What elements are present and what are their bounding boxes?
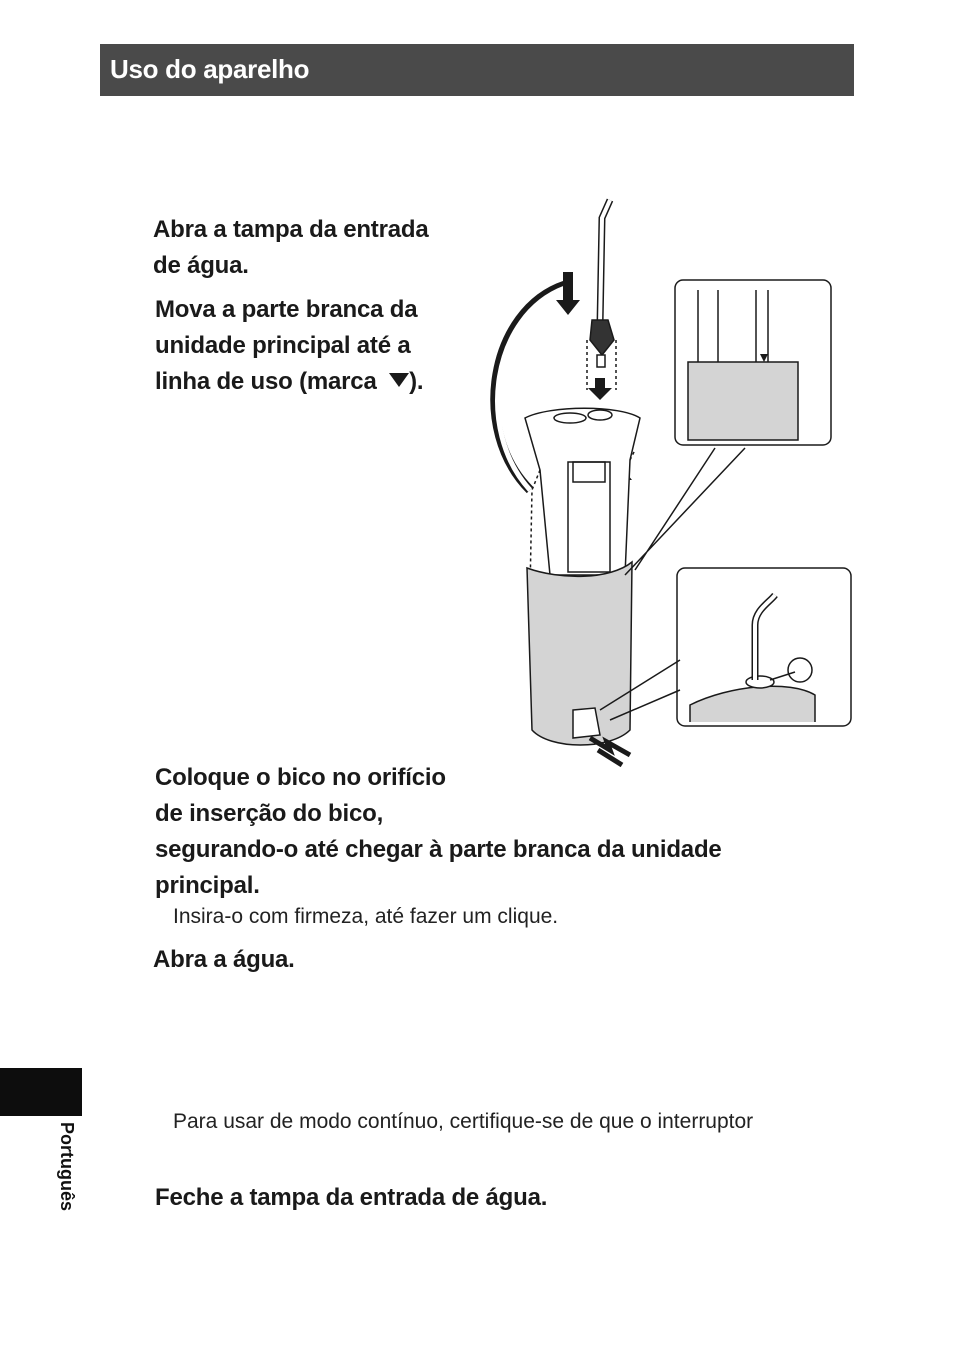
step-move-line-2: unidade principal até a: [155, 332, 411, 359]
step-open-lid-line-2: de água.: [153, 252, 249, 279]
section-title: Uso do aparelho: [110, 54, 310, 84]
continuous-note: Para usar de modo contínuo, certifique-se de que o interruptor: [173, 1110, 754, 1133]
step-move-line-1: Mova a parte branca da: [155, 296, 418, 323]
step-insert-line-1: Coloque o bico no orifício: [155, 764, 446, 791]
step-open-water: Abra a água.: [153, 946, 295, 973]
step-move-line-3a: linha de uso (marca: [155, 368, 384, 395]
water-flosser-illustration: [470, 190, 854, 770]
step-insert-line-4: principal.: [155, 872, 260, 899]
step-close-lid: Feche a tampa da entrada de água.: [155, 1184, 548, 1211]
insert-note: Insira-o com firmeza, até fazer um clique.: [173, 905, 559, 928]
down-triangle-icon: [389, 373, 409, 387]
step-move-white-part: [155, 292, 423, 400]
step-move-line-3b: ).: [409, 368, 424, 395]
step-insert-line-2: de inserção do bico,: [155, 800, 384, 827]
language-tab: [0, 1068, 82, 1116]
step-move-line-3: [155, 364, 423, 400]
step-insert-line-3: segurando-o até chegar à parte branca da unidade: [155, 836, 722, 863]
step-open-lid-line-1: Abra a tampa da entrada: [153, 216, 429, 243]
step-open-lid: [153, 212, 429, 284]
section-header: [100, 44, 854, 96]
language-label: Português: [57, 1122, 77, 1212]
down-arrow-icon: [588, 378, 612, 400]
step-insert-nozzle: [155, 760, 722, 904]
